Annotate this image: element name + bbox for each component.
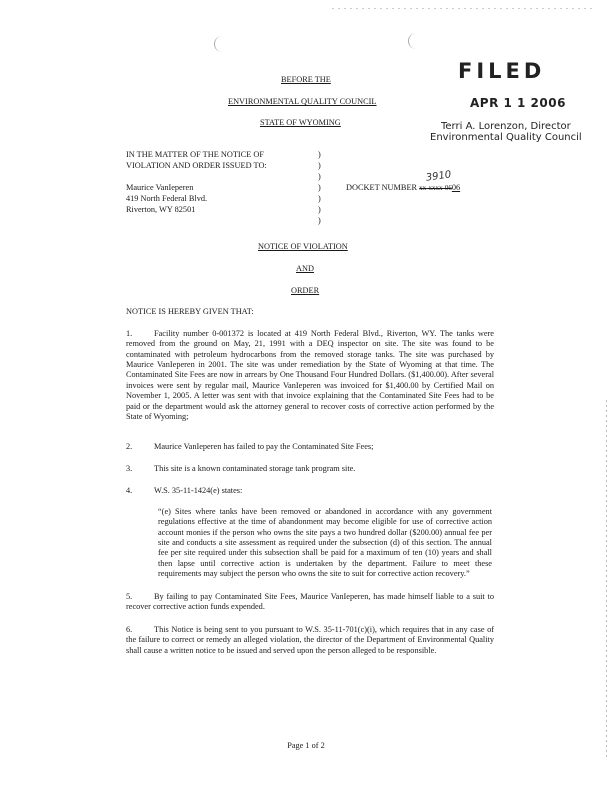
notice-intro: NOTICE IS HEREBY GIVEN THAT:: [126, 307, 254, 316]
page-number: Page 1 of 2: [287, 741, 325, 750]
stamp-director-name: Terri A. Lorenzon, Director: [441, 121, 571, 132]
title-and: AND: [296, 264, 314, 273]
docket-number: [346, 183, 460, 193]
respondent-city: Riverton, WY 82501: [126, 205, 196, 214]
paragraph-number: 4.: [126, 486, 133, 495]
paragraph-1: [126, 329, 494, 422]
paragraph-text: By failing to pay Contaminated Site Fees, Maurice VanIeperen, has made himself liable to a suit to recover corrective action funds expended.: [126, 592, 494, 612]
docket-label: DOCKET NUMBER: [346, 183, 418, 192]
punch-hole-mark: [408, 33, 419, 49]
docket-suffix: 06: [451, 183, 461, 192]
caption-paren: ): [318, 161, 321, 170]
caption-paren: ): [318, 172, 321, 181]
title-order: ORDER: [291, 286, 320, 295]
stamp-date: APR 1 1 2006: [470, 96, 566, 110]
statute-quote: “(e) Sites where tanks have been removed or abandoned in accordance with any government regulations effective at the time of abandonment may become eligible for use of corrective action account monies if the person who owns the site pays a two hundred dollar ($200.00) annual fee per site and conducts a site assessment as required under the subsection (d) of this section. The annual fee per site required under this subsection shall be paid for a maximum of ten (10) years and shall then lapse until corrective action is undertaken by the department. Failure to meet these requirements may subject the person who owns the site to suit for corrective action recovery.”: [158, 507, 492, 579]
paragraph-number: 1.: [126, 329, 133, 338]
paragraph-3: [126, 464, 494, 474]
respondent-name: Maurice VanIeperen: [126, 183, 194, 192]
caption-paren: ): [318, 194, 321, 203]
paragraph-number: 2.: [126, 442, 133, 451]
caption-matter-line-2: VIOLATION AND ORDER ISSUED TO:: [126, 161, 267, 170]
title-notice-of-violation: NOTICE OF VIOLATION: [258, 242, 348, 251]
caption-paren: ): [318, 205, 321, 214]
stamp-filed-text: FILED: [458, 59, 546, 83]
paragraph-text: W.S. 35-11-1424(e) states:: [154, 486, 243, 495]
paragraph-number: 3.: [126, 464, 133, 473]
paragraph-text: This Notice is being sent to you pursuant to W.S. 35-11-701(c)(i), which requires that in any case of the failure to correct or remedy an alleged violation, the director of the Department of Environmental Quality shall cause a written notice to be issued and served upon the person alleged to be responsible.: [126, 625, 494, 655]
header-council: ENVIRONMENTAL QUALITY COUNCIL: [228, 97, 377, 106]
caption-paren: ): [318, 150, 321, 159]
caption-paren: ): [318, 183, 321, 192]
caption-matter-line-1: IN THE MATTER OF THE NOTICE OF: [126, 150, 264, 159]
respondent-street: 419 North Federal Blvd.: [126, 194, 208, 203]
paragraph-4: [126, 486, 494, 496]
docket-handwritten-number: 3910: [425, 169, 452, 184]
punch-hole-mark: [214, 36, 225, 52]
paragraph-number: 6.: [126, 625, 133, 634]
scan-artifact-top: [332, 8, 592, 9]
paragraph-text: This site is a known contaminated storage tank program site.: [154, 464, 356, 473]
header-state: STATE OF WYOMING: [260, 118, 341, 127]
paragraph-2: [126, 442, 494, 452]
paragraph-6: [126, 625, 494, 656]
scan-artifact-edge: [606, 400, 607, 760]
paragraph-text: Maurice VanIeperen has failed to pay the Contaminated Site Fees;: [154, 442, 374, 451]
docket-struck-number: xx-xxxx-06: [419, 184, 452, 192]
header-before-the: BEFORE THE: [281, 75, 331, 84]
paragraph-number: 5.: [126, 592, 133, 601]
paragraph-5: [126, 592, 494, 613]
paragraph-text: Facility number 0-001372 is located at 419 North Federal Blvd., Riverton, WY. The tanks were removed from the ground on May, 21, 1991 with a DEQ inspector on site. The site was found to be contaminated with petroleum hydrocarbons from the removed storage tanks. The site was purchased by Maurice VanIeperen in 2001. The site was under remediation by the State of Wyoming at that time. The Contaminated Site Fees are now in arrears by One Thousand Four Hundred Dollars. ($1,400.00). After several invoices were sent by regular mail, Maurice VanIeperen was invoiced for $1,400.00 by Certified Mail on November 1, 2005. A letter was sent with that invoice explaining that the Contaminated Site Fees had to be paid or the department would ask the attorney general to recover costs of corrective action performed by the State of Wyoming;: [126, 329, 494, 421]
caption-paren: ): [318, 216, 321, 225]
stamp-office: Environmental Quality Council: [430, 132, 582, 143]
